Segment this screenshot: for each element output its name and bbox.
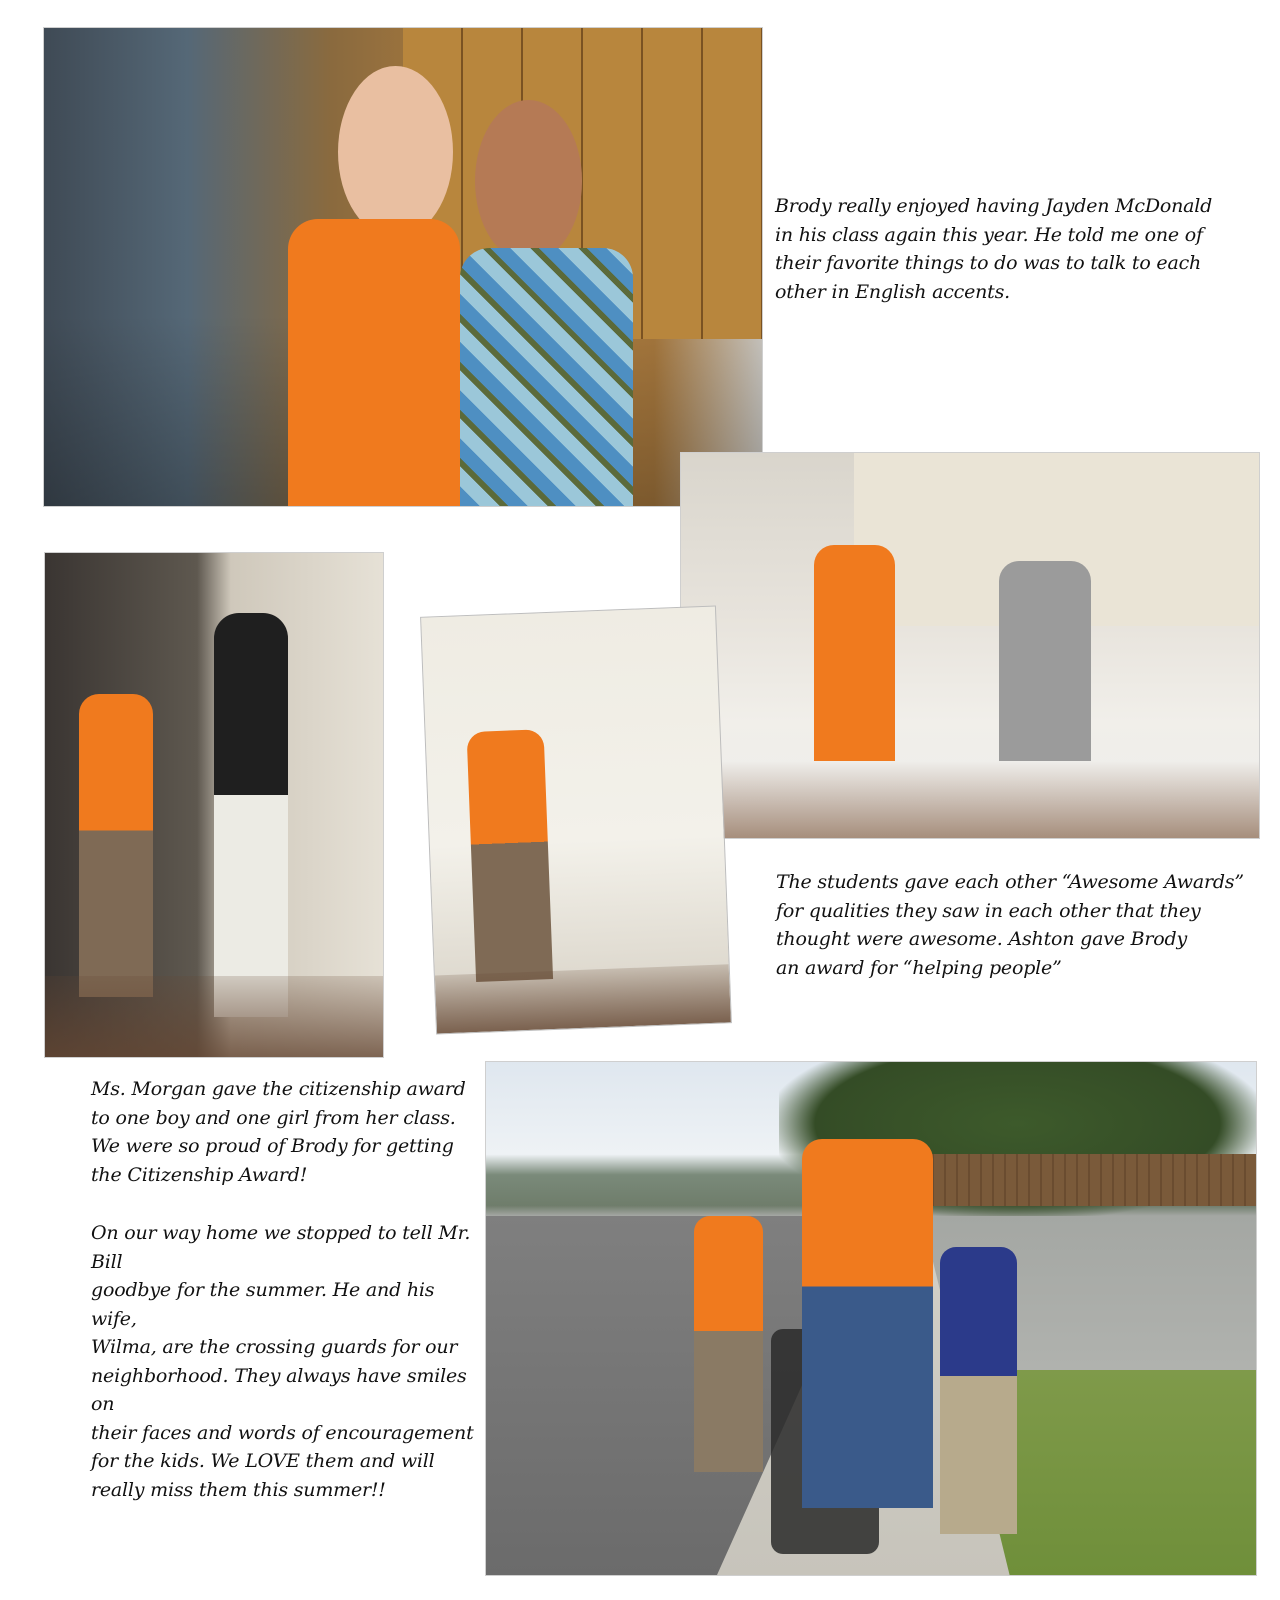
caption-jayden: Brody really enjoyed having Jayden McDonald in his class again this year. He told me one of their favorite things to do was to talk to each other in English accents. — [775, 195, 1213, 303]
seated-students — [435, 964, 731, 1033]
brody — [288, 219, 460, 506]
jayden-head — [475, 100, 583, 263]
seated-students — [45, 976, 383, 1057]
caption-citizenship: Ms. Morgan gave the citizenship award to one boy and one girl from her class. We were so proud of Brody for getting the Citizenship Award! — [91, 1078, 466, 1186]
brother — [940, 1247, 1017, 1534]
seated-students — [681, 761, 1259, 838]
brody — [79, 694, 153, 996]
jayden — [460, 248, 632, 506]
classmate — [999, 561, 1091, 761]
photo-brody-and-jayden — [43, 27, 763, 507]
brody — [814, 545, 895, 761]
photo-awesome-award-exchange — [680, 452, 1260, 839]
photo-crossing-guard — [485, 1061, 1257, 1576]
caption-mr-bill: On our way home we stopped to tell Mr. Bill goodbye for the summer. He and his wife, Wilma, are the crossing guards for our neighborhood. They always have smiles on their faces and words of encouragement for the kids. We LOVE them and will really miss them this summer!! — [91, 1222, 474, 1501]
ashton — [588, 675, 676, 986]
brody-head — [338, 66, 453, 238]
mr-bill — [802, 1139, 933, 1508]
ms-morgan — [214, 613, 288, 1016]
caption-awesome-awards: The students gave each other “Awesome Awards” for qualities they saw in each other that they thought were awesome. Ashton gave Brody an award for “helping people” — [776, 871, 1244, 979]
brody — [694, 1216, 763, 1473]
photo-citizenship-award — [44, 552, 384, 1058]
brody — [467, 730, 553, 982]
photo-ashton-award — [420, 605, 732, 1034]
wooden-fence — [910, 1154, 1257, 1205]
